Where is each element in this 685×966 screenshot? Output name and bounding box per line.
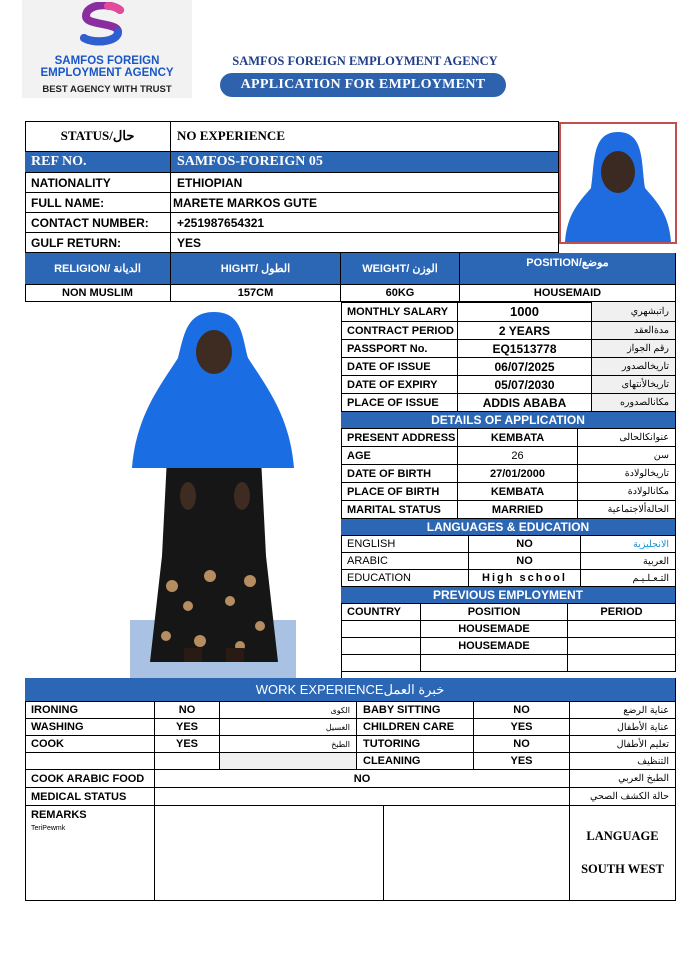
detail-label: MONTHLY SALARY: [341, 302, 458, 322]
logo-tagline: BEST AGENCY WITH TRUST: [42, 84, 172, 95]
application-arabic: تاريخالولادة: [578, 465, 676, 483]
previous-period: [568, 638, 676, 655]
work-heading: WORK EXPERIENCEخبرة العمل: [25, 678, 676, 702]
work-right-arabic: تعليم الأطفال: [570, 736, 676, 753]
previous-col-period: PERIOD: [568, 604, 676, 621]
work-left-value: NO: [155, 702, 220, 719]
work-right-value: NO: [474, 702, 570, 719]
work-right-arabic: التنظيف: [570, 753, 676, 770]
previous-position: [421, 655, 568, 672]
work-right-arabic: عناية الرضع: [570, 702, 676, 719]
detail-value: ADDIS ABABA: [458, 394, 592, 412]
application-value: MARRIED: [458, 501, 578, 519]
work-right-value: NO: [474, 736, 570, 753]
detail-label: CONTRACT PERIOD: [341, 322, 458, 340]
application-arabic: عنوانكالحالى: [578, 429, 676, 447]
previous-col-position: POSITION: [421, 604, 568, 621]
detail-label: PLACE OF ISSUE: [341, 394, 458, 412]
cook-arabic-arabic: الطبخ العربي: [570, 770, 676, 788]
nationality-label: NATIONALITY: [25, 173, 171, 193]
gulf-value: YES: [171, 233, 559, 253]
language-label: ARABIC: [341, 553, 469, 570]
application-label: MARITAL STATUS: [341, 501, 458, 519]
form-title: APPLICATION FOR EMPLOYMENT: [220, 73, 506, 97]
work-left-arabic: الغسيل: [220, 719, 357, 736]
height-value: 157CM: [171, 285, 341, 302]
medical-label: MEDICAL STATUS: [25, 788, 155, 806]
language-label: ENGLISH: [341, 536, 469, 553]
language-arabic: التـعـلـيـم: [581, 570, 676, 587]
work-right-value: YES: [474, 753, 570, 770]
work-right-label: CHILDREN CARE: [357, 719, 474, 736]
medical-arabic: حالة الكشف الصحي: [570, 788, 676, 806]
remarks-cell: [25, 806, 155, 901]
detail-arabic: راتبشهري: [592, 302, 676, 322]
portrait-photo: [559, 122, 677, 244]
detail-label: PASSPORT No.: [341, 340, 458, 358]
remarks-area-2: [384, 806, 570, 901]
previous-country: [341, 638, 421, 655]
previous-country: [341, 655, 421, 672]
application-label: AGE: [341, 447, 458, 465]
work-right-value: YES: [474, 719, 570, 736]
work-left-arabic: الكوى: [220, 702, 357, 719]
language-value: NO: [469, 536, 581, 553]
detail-value: 06/07/2025: [458, 358, 592, 376]
remarks-label: REMARKS: [31, 809, 87, 821]
previous-position: HOUSEMADE: [421, 621, 568, 638]
work-left-value: YES: [155, 736, 220, 753]
application-arabic: الحالةألاجتماعية: [578, 501, 676, 519]
application-label: PLACE OF BIRTH: [341, 483, 458, 501]
work-left-label: [25, 753, 155, 770]
detail-label: DATE OF ISSUE: [341, 358, 458, 376]
previous-country: [341, 621, 421, 638]
detail-value: EQ1513778: [458, 340, 592, 358]
languages-heading: LANGUAGES & EDUCATION: [341, 519, 676, 536]
language-label: EDUCATION: [341, 570, 469, 587]
contact-label: CONTACT NUMBER:: [25, 213, 171, 233]
height-label: HIGHT/ الطول: [171, 253, 341, 285]
agency-name: SAMFOS FOREIGN EMPLOYMENT AGENCY: [232, 54, 498, 68]
detail-arabic: مكانالصدوره: [592, 394, 676, 412]
fullname-label: FULL NAME:: [25, 193, 171, 213]
position-label: POSITION/موضع: [460, 253, 676, 285]
work-right-label: BABY SITTING: [357, 702, 474, 719]
cook-arabic-label: COOK ARABIC FOOD: [25, 770, 155, 788]
contact-value: +251987654321: [171, 213, 559, 233]
language-arabic: الانجليزية: [581, 536, 676, 553]
medical-value: [155, 788, 570, 806]
work-left-arabic: [220, 753, 357, 770]
detail-value: 05/07/2030: [458, 376, 592, 394]
work-left-label: IRONING: [25, 702, 155, 719]
remarks-area-1: [155, 806, 384, 901]
detail-arabic: مدةالعقد: [592, 322, 676, 340]
logo-line1: SAMFOS FOREIGN: [54, 55, 160, 67]
gulf-label: GULF RETURN:: [25, 233, 171, 253]
previous-heading: PREVIOUS EMPLOYMENT: [341, 587, 676, 604]
weight-label: WEIGHT/ الوزن: [341, 253, 460, 285]
application-label: DATE OF BIRTH: [341, 465, 458, 483]
work-left-label: WASHING: [25, 719, 155, 736]
language-value: NO: [469, 553, 581, 570]
application-value: KEMBATA: [458, 483, 578, 501]
application-arabic: مكانالولادة: [578, 483, 676, 501]
ref-value: SAMFOS-FOREIGN 05: [171, 152, 559, 173]
religion-value: NON MUSLIM: [25, 285, 171, 302]
language-region-cell: [570, 806, 676, 901]
remarks-note: TeriPewmk: [31, 825, 66, 832]
application-heading: DETAILS OF APPLICATION: [341, 412, 676, 429]
detail-arabic: تاريخالأنتهاى: [592, 376, 676, 394]
application-value: 27/01/2000: [458, 465, 578, 483]
status-value: NO EXPERIENCE: [171, 121, 559, 152]
logo-line2: EMPLOYMENT AGENCY: [40, 67, 174, 79]
full-body-photo: [130, 306, 298, 678]
application-arabic: سن: [578, 447, 676, 465]
work-left-value: YES: [155, 719, 220, 736]
previous-period: [568, 655, 676, 672]
status-label: STATUS/حال: [25, 121, 171, 152]
nationality-value: ETHIOPIAN: [171, 173, 559, 193]
cook-arabic-value: NO: [155, 770, 570, 788]
previous-position: HOUSEMADE: [421, 638, 568, 655]
previous-period: [568, 621, 676, 638]
work-left-label: COOK: [25, 736, 155, 753]
detail-value: 2 YEARS: [458, 322, 592, 340]
application-value: KEMBATA: [458, 429, 578, 447]
language-label: LANGUAGE: [586, 829, 659, 843]
weight-value: 60KG: [341, 285, 460, 302]
detail-value: 1000: [458, 302, 592, 322]
work-right-label: TUTORING: [357, 736, 474, 753]
religion-label: RELIGION/ الديانة: [25, 253, 171, 285]
region-label: SOUTH WEST: [581, 862, 664, 876]
logo-s-icon: [72, 2, 132, 48]
work-right-label: CLEANING: [357, 753, 474, 770]
work-left-arabic: الطبخ: [220, 736, 357, 753]
application-value: 26: [458, 447, 578, 465]
previous-col-country: COUNTRY: [341, 604, 421, 621]
detail-label: DATE OF EXPIRY: [341, 376, 458, 394]
ref-label: REF NO.: [25, 152, 171, 173]
language-arabic: العربية: [581, 553, 676, 570]
language-value: High school: [469, 570, 581, 587]
application-label: PRESENT ADDRESS: [341, 429, 458, 447]
position-value: HOUSEMAID: [460, 285, 676, 302]
work-right-arabic: عناية الأطفال: [570, 719, 676, 736]
fullname-value: MARETE MARKOS GUTE: [171, 193, 559, 213]
portrait-person-icon: [561, 124, 675, 242]
detail-arabic: تاريخالصدور: [592, 358, 676, 376]
detail-arabic: رقم الجواز: [592, 340, 676, 358]
work-left-value: [155, 753, 220, 770]
